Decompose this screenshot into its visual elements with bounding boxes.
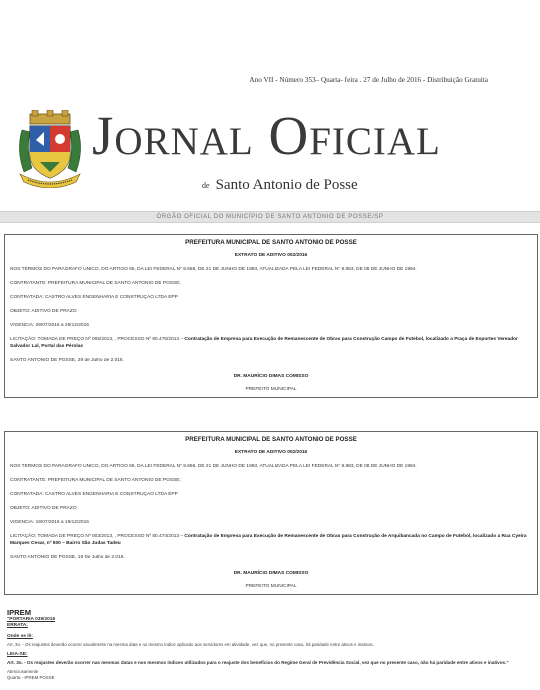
tender-prefix: LICITAÇÃO: TOMADA DE PREÇO Nº 005/2013, , PROCESSO Nº 80.476/2013 – [10,337,184,342]
validity: VIGÊNCIA: 29/07/2016 à 29/12/2016 [10,323,89,328]
place-date: SANTO ANTONIO DE POSSE, 29 de Julho de 2.016. [10,358,124,363]
legal-basis: NOS TERMOS DO PARÁGRAFO ÚNICO, DO ARTIGO 65, DA LEI FEDERAL Nº 8.666, DE 21 DE JUNHO DE 1993, ATUALIZADA PELA LEI FEDERAL Nº 8.883, DE 08 DE JUNHO DE 1994. [10,267,417,272]
notice-subheading: EXTRATO DE ADITIVO 002/2016 [234,253,308,258]
signer-role: PREFEITO MUNICIPAL [245,387,297,392]
portaria-number: "PORTARIA 039/2016 [7,617,56,622]
subtitle-prefix: de [202,180,210,190]
issue-line: Ano VII - Número 353– Quarta- feira . 27 de Julho de 2016 - Distribuição Gratuita [249,76,488,84]
tender-info [10,336,532,350]
footer-greeting: Atenciosamente [7,669,39,674]
masthead-subtitle [202,176,358,194]
legal-basis: NOS TERMOS DO PARÁGRAFO ÚNICO, DO ARTIGO 65, DA LEI FEDERAL Nº 8.666, DE 21 DE JUNHO DE 1993, ATUALIZADA PELA LEI FEDERAL Nº 8.883, DE 08 DE JUNHO DE 1994. [10,464,417,469]
place-date: SANTO ANTONIO DE POSSE, 19 De Julho de 2.016. [10,555,125,560]
object: OBJETO: ADITIVO DE PRAZO [10,506,77,511]
tender-description: Contratação de Empresa para Execução de Remanescente de Obras para Construção Campo de Futebol, localizado a Praça de Esportes Vereador Salvador Lal, Portal das Pérolas [10,337,518,349]
onde-label: Onde se lê: [7,634,33,639]
signer-name: DR. MAURÍCIO DIMAS COMISSO [233,374,309,379]
onde-text: Art. 3o. - Os reajustes deverão ocorrer anualmente na mesma data e no mesmo índice aplicado aos servidores em atividade, vez que, no presente caso, há paridade entre ativos e inativos. [7,642,374,647]
official-organ-bar: ÓRGÃO OFICIAL DO MUNICÍPIO DE SANTO ANTONIO DE POSSE/SP [0,211,540,223]
validity: VIGÊNCIA: 19/07/2016 à 19/12/2016 [10,520,89,525]
tender-prefix: LICITAÇÃO: TOMADA DE PREÇO Nº 003/2013, , PROCESSO Nº 80.474/2013 – [10,534,184,539]
iprem-section [7,608,533,681]
notice-box-1 [4,234,538,398]
municipal-crest-icon [14,110,86,188]
tender-description: Contratação de Empresa para Execução de Remanescente de Obras para Construção de Arquibancada no Campo de Futebol, localizado a Rua Cyeira Marques Cesar, nº 500 – Bairro São Judas Tadeu [10,534,527,546]
leia-label: LEIA-SE: [7,652,28,657]
errata-label: ERRATA: [7,623,28,628]
subtitle-city: Santo Antonio de Posse [215,176,358,193]
leia-text: Art. 3o. - Os reajustes deverão ocorrer nas mesmas datas e nos mesmos índices utilizados para o reajuste dos benefícios do Regime Geral de Previdência Social, vez que no presente caso, não há paridade entre ativos e inativos." [7,660,509,665]
contractor: CONTRATANTE: PREFEITURA MUNICIPAL DE SANTO ANTONIO DE POSSE; [10,478,181,483]
contractor: CONTRATANTE: PREFEITURA MUNICIPAL DE SANTO ANTONIO DE POSSE; [10,281,181,286]
tender-info [10,533,532,547]
masthead-title: Jornal Oficial [92,105,441,166]
notice-box-2 [4,431,538,595]
contracted: CONTRATADA: CASTRO ALVES ENGENHARIA E CONSTRUÇÃO LTDA EPP [10,492,178,497]
notice-subheading: EXTRATO DE ADITIVO 002/2016 [234,450,308,455]
signer-role: PREFEITO MUNICIPAL [245,584,297,589]
notice-heading: PREFEITURA MUNICIPAL DE SANTO ANTONIO DE POSSE [185,436,357,443]
contracted: CONTRATADA: CASTRO ALVES ENGENHARIA E CONSTRUÇÃO LTDA EPP [10,295,178,300]
signer-name: DR. MAURÍCIO DIMAS COMISSO [233,571,309,576]
object: OBJETO: ADITIVO DE PRAZO [10,309,77,314]
masthead [0,100,540,210]
iprem-title: IPREM [7,608,32,617]
footer-signature: Quarta - IPREM POSSE [7,675,55,680]
notice-heading: PREFEITURA MUNICIPAL DE SANTO ANTONIO DE POSSE [185,239,357,246]
